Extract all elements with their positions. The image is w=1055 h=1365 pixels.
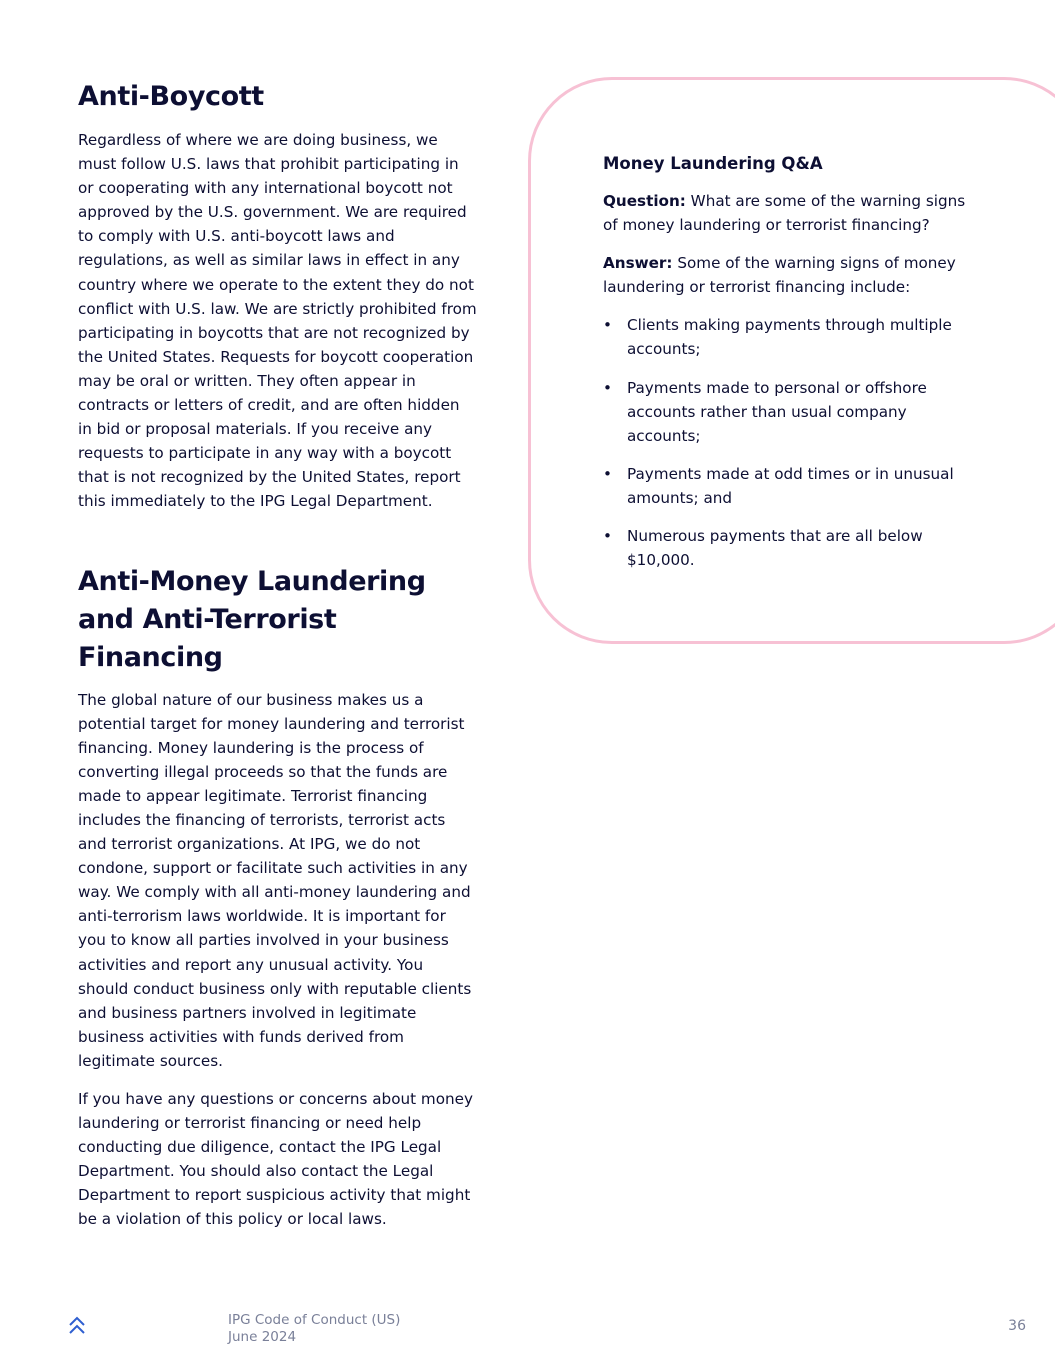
list-item-text: Payments made at odd times or in unusual amounts; and (627, 464, 954, 507)
bullet-icon: • (603, 527, 612, 546)
list-item (603, 524, 973, 572)
answer-label: Answer: (603, 254, 673, 273)
question-text: What are some of the warning signs of money laundering or terrorist financing? (603, 192, 966, 235)
list-item-text: Clients making payments through multiple accounts; (627, 316, 952, 359)
anti-money-laundering-heading: Anti-Money Laundering and Anti-Terrorist Financing (78, 565, 426, 673)
list-item (603, 462, 973, 510)
qa-title: Money Laundering Q&A (603, 154, 823, 173)
anti-boycott-body: Regardless of where we are doing business, we must follow U.S. laws that prohibit participating in or cooperating with any international boycott not approved by the U.S. government. We are required to comply with U.S. anti-boycott laws and regulations, as well as similar laws in effect in any country where we operate to the extent they do not conflict with U.S. law. We are strictly prohibited from participating in boycotts that are not recognized by the United States. Requests for boycott cooperation may be oral or written. They often appear in contracts or letters of credit, and are often hidden in bid or proposal materials. If you receive any requests to participate in any way with a boycott that is not recognized by the United States, report this immediately to the IPG Legal Department. (78, 131, 477, 511)
bullet-icon: • (603, 464, 612, 483)
list-item (603, 376, 973, 448)
bullet-icon: • (603, 378, 612, 397)
anti-boycott-heading: Anti-Boycott (78, 81, 264, 112)
warning-signs-list (603, 313, 973, 572)
question-label: Question: (603, 192, 686, 210)
qa-answer (603, 251, 973, 299)
aml-paragraph-1: The global nature of our business makes us a potential target for money laundering and terrorist financing. Money laundering is the process of converting illegal proceeds so that the funds are made to appear legitimate. Terrorist financing includes the financing of terrorists, terrorist acts and terrorist organizations. At IPG, we do not condone, support or facilitate such activities in any way. We comply with all anti-money laundering and anti-terrorism laws worldwide. It is important for you to know all parties involved in your business activities and report any unusual activity. You should conduct business only with reputable clients and business partners involved in legitimate business activities with funds derived from legitimate sources. (78, 690, 472, 1070)
footer-meta (228, 1312, 400, 1345)
double-chevron-up-icon[interactable] (68, 1315, 86, 1337)
answer-text: Some of the warning signs of money laundering or terrorist financing include: (603, 254, 956, 297)
list-item-text: Numerous payments that are all below $10,000. (627, 527, 923, 570)
qa-question (603, 189, 973, 237)
qa-content (603, 152, 973, 586)
bullet-icon: • (603, 316, 612, 335)
left-column (78, 78, 478, 1232)
list-item-text: Payments made to personal or offshore accounts rather than usual company accounts; (627, 378, 927, 445)
page-number: 36 (1008, 1318, 1026, 1334)
document-date: June 2024 (228, 1328, 297, 1345)
document-title: IPG Code of Conduct (US) (228, 1312, 401, 1328)
aml-paragraph-2: If you have any questions or concerns about money laundering or terrorist financing or need help conducting due diligence, contact the IPG Legal Department. You should also contact the Legal Department to report suspicious activity that might be a violation of this policy or local laws. (78, 1090, 473, 1229)
list-item (603, 313, 973, 361)
